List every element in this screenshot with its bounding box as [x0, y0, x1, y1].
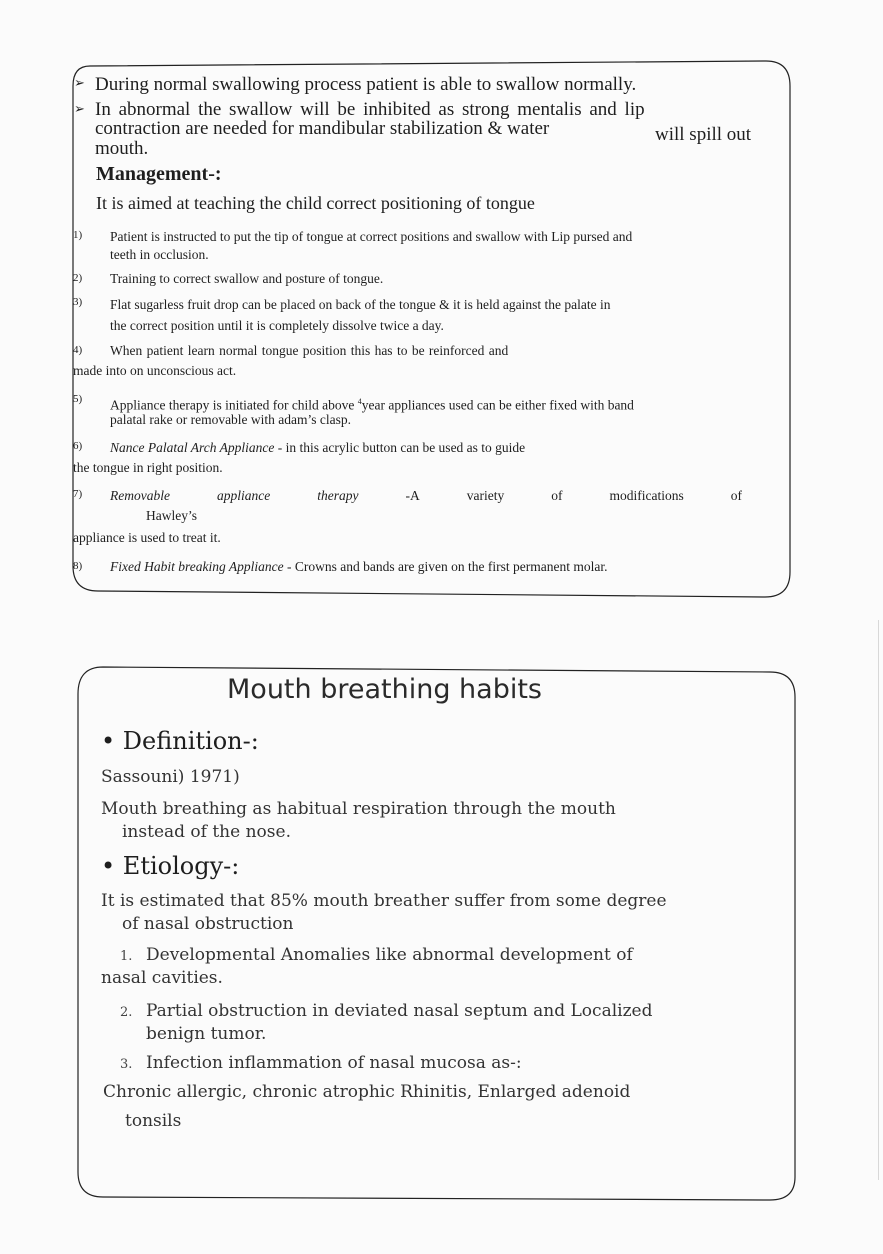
- item-2-line1: Training to correct swallow and posture of tongue.: [110, 271, 384, 286]
- item-3-line2: the correct position until it is completely dissolve twice a day.: [110, 318, 444, 333]
- bullet-abnormal-swallow-line3: mouth.: [95, 138, 149, 159]
- item-6-line2: the tongue in right position.: [73, 460, 223, 475]
- etiology-heading: • Etiology-:: [101, 852, 240, 880]
- definition-text-line2: instead of the nose.: [122, 822, 291, 842]
- definition-text-line1: Mouth breathing as habitual respiration through the mouth: [101, 799, 616, 819]
- item-5-line1: Appliance therapy is initiated for child above $^4$year appliances used can be either fixed with band: [110, 397, 634, 413]
- slide-2-title: Mouth breathing habits: [227, 674, 542, 705]
- item-4-line1: When patient learn normal tongue position this has to be reinforced and: [110, 343, 509, 358]
- bullet-abnormal-swallow-line2b: will spill out: [655, 124, 752, 145]
- cause-1-line1: Developmental Anomalies like abnormal development of: [146, 945, 633, 965]
- item-number: 6): [73, 440, 83, 452]
- item-number: 2): [73, 272, 83, 284]
- cause-3-line1: Infection inflammation of nasal mucosa as-:: [146, 1053, 522, 1073]
- nance-appliance-name: Nance Palatal Arch Appliance: [110, 440, 275, 455]
- habit-appliance-name: Fixed Habit breaking Appliance: [110, 559, 284, 574]
- item-8-line1: Fixed Habit breaking Appliance - Crowns and bands are given on the first permanent molar.: [110, 559, 608, 574]
- item-3-line1: Flat sugarless fruit drop can be placed on back of the tongue & it is held against the palate in: [110, 297, 611, 312]
- management-heading: Management-:: [96, 163, 222, 185]
- closing-line1: Chronic allergic, chronic atrophic Rhinitis, Enlarged adenoid: [103, 1082, 631, 1102]
- bullet-dot-icon: •: [101, 727, 116, 755]
- item-7-line1: Removable appliance therapy -A variety of modifications of: [110, 488, 742, 503]
- cause-2-line2: benign tumor.: [146, 1024, 267, 1044]
- management-aim: It is aimed at teaching the child correct positioning of tongue: [96, 193, 535, 213]
- item-1-line1: Patient is instructed to put the tip of tongue at correct positions and swallow with Lip pursed and: [110, 229, 633, 244]
- arrow-bullet-icon: ➢: [74, 102, 85, 117]
- item-5-line2: palatal rake or removable with adam’s clasp.: [110, 412, 352, 427]
- closing-line2: tonsils: [125, 1111, 182, 1131]
- item-number: 5): [73, 393, 83, 405]
- item-number: 3): [73, 296, 83, 308]
- item-6-line1: Nance Palatal Arch Appliance - in this acrylic button can be used as to guide: [110, 440, 526, 455]
- cause-number: 1.: [120, 949, 133, 964]
- arrow-bullet-icon: ➢: [74, 76, 85, 91]
- item-7-line3: appliance is used to treat it.: [73, 530, 221, 545]
- cause-1-line2: nasal cavities.: [101, 968, 223, 988]
- item-number: 4): [73, 344, 83, 356]
- item-number: 8): [73, 560, 83, 572]
- etiology-intro-line2: of nasal obstruction: [122, 914, 294, 934]
- item-7-line2: Hawley’s: [146, 508, 197, 523]
- bullet-normal-swallow: During normal swallowing process patient is able to swallow normally.: [95, 74, 637, 95]
- definition-heading: • Definition-:: [101, 727, 259, 755]
- definition-citation: Sassouni) 1971): [101, 767, 240, 787]
- bullet-abnormal-swallow: In abnormal the swallow will be inhibited as strong mentalis and lip: [95, 99, 645, 120]
- bullet-dot-icon: •: [101, 852, 116, 880]
- cause-number: 3.: [120, 1057, 133, 1072]
- item-5-age-superscript: 4: [357, 397, 362, 406]
- bullet-abnormal-swallow-line2: contraction are needed for mandibular stabilization & water: [95, 118, 550, 139]
- item-4-line2: made into on unconscious act.: [73, 363, 237, 378]
- item-number: 1): [73, 229, 83, 241]
- cause-2-line1: Partial obstruction in deviated nasal septum and Localized: [146, 1001, 653, 1021]
- item-number: 7): [73, 488, 83, 500]
- etiology-intro-line1: It is estimated that 85% mouth breather suffer from some degree: [101, 891, 667, 911]
- item-1-line2: teeth in occlusion.: [110, 247, 209, 262]
- cause-number: 2.: [120, 1005, 133, 1020]
